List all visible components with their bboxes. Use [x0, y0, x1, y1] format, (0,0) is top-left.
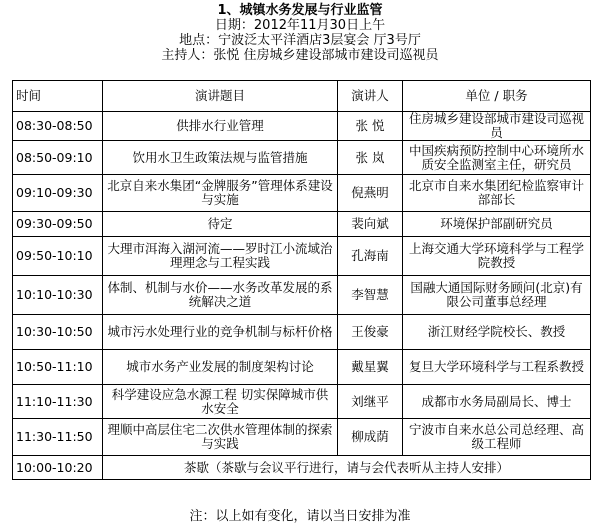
- cell-speaker: 裴向斌: [338, 212, 403, 237]
- cell-topic: 大理市洱海入湖河流——罗时江小流域治理理念与工程实践: [103, 237, 338, 276]
- table-row: [13, 350, 591, 385]
- footer-note: 注：以上如有变化，请以当日安排为准: [189, 509, 411, 524]
- break-note: 茶歇（茶歇与会议平行进行，请与会代表听从主持人安排）: [103, 456, 591, 480]
- cell-org: 国融大通国际财务顾问(北京)有限公司董事总经理: [403, 276, 591, 315]
- table-row: [13, 175, 591, 212]
- cell-speaker: 张 悦: [338, 112, 403, 141]
- table-row: [13, 141, 591, 175]
- cell-topic: 城市水务产业发展的制度架构讨论: [103, 350, 338, 385]
- table-row: [13, 276, 591, 315]
- break-row: [13, 456, 591, 480]
- session-host: 主持人：张悦 住房城乡建设部城市建设司巡视员: [161, 48, 439, 63]
- break-time: 10:00-10:20: [13, 456, 103, 480]
- cell-speaker: 戴星翼: [338, 350, 403, 385]
- table-row: [13, 385, 591, 419]
- cell-speaker: 孔海南: [338, 237, 403, 276]
- cell-speaker: 王俊豪: [338, 315, 403, 350]
- cell-org: 住房城乡建设部城市建设司巡视员: [403, 112, 591, 141]
- cell-org: 上海交通大学环境科学与工程学院教授: [403, 237, 591, 276]
- table-row: [13, 212, 591, 237]
- cell-org: 复旦大学环境科学与工程系教授: [403, 350, 591, 385]
- cell-org: 宁波市自来水总公司总经理、高级工程师: [403, 419, 591, 456]
- cell-org: 环境保护部副研究员: [403, 212, 591, 237]
- cell-speaker: 李智慧: [338, 276, 403, 315]
- cell-time: 08:50-09:10: [13, 141, 103, 175]
- cell-time: 10:30-10:50: [13, 315, 103, 350]
- cell-org: 浙江财经学院校长、教授: [403, 315, 591, 350]
- session-venue: 地点：宁波泛太平洋酒店3层宴会 厅3号厅: [179, 33, 421, 48]
- column-header-org: 单位 / 职务: [403, 81, 591, 112]
- cell-topic: 城市污水处理行业的竞争机制与标杆价格: [103, 315, 338, 350]
- schedule-table: [12, 80, 591, 480]
- table-row: [13, 419, 591, 456]
- cell-time: 10:50-11:10: [13, 350, 103, 385]
- cell-time: 09:10-09:30: [13, 175, 103, 212]
- cell-org: 北京市自来水集团纪检监察审计部部长: [403, 175, 591, 212]
- column-header-speaker: 演讲人: [338, 81, 403, 112]
- cell-time: 09:50-10:10: [13, 237, 103, 276]
- cell-time: 11:30-11:50: [13, 419, 103, 456]
- cell-org: 成都市水务局副局长、博士: [403, 385, 591, 419]
- cell-speaker: 张 岚: [338, 141, 403, 175]
- cell-org: 中国疾病预防控制中心环境所水质安全监测室主任，研究员: [403, 141, 591, 175]
- schedule-body: [13, 112, 591, 480]
- cell-topic: 北京自来水集团“金牌服务”管理体系建设与实施: [103, 175, 338, 212]
- cell-topic: 科学建设应急水源工程 切实保障城市供水安全: [103, 385, 338, 419]
- cell-topic: 饮用水卫生政策法规与监管措施: [103, 141, 338, 175]
- table-row: [13, 315, 591, 350]
- cell-speaker: 刘继平: [338, 385, 403, 419]
- cell-topic: 供排水行业管理: [103, 112, 338, 141]
- cell-speaker: 倪燕明: [338, 175, 403, 212]
- column-header-time: 时间: [13, 81, 103, 112]
- table-header-row: [13, 81, 591, 112]
- cell-time: 09:30-09:50: [13, 212, 103, 237]
- column-header-topic: 演讲题目: [103, 81, 338, 112]
- schedule-header: [0, 0, 600, 63]
- table-row: [13, 237, 591, 276]
- cell-time: 08:30-08:50: [13, 112, 103, 141]
- table-row: [13, 112, 591, 141]
- session-date: 日期：2012年11月30日上午: [214, 18, 386, 33]
- cell-speaker: 柳成荫: [338, 419, 403, 456]
- cell-topic: 理顺中高层住宅二次供水管理体制的探索与实践: [103, 419, 338, 456]
- cell-time: 10:10-10:30: [13, 276, 103, 315]
- session-title: 1、城镇水务发展与行业监管: [217, 3, 383, 18]
- cell-time: 11:10-11:30: [13, 385, 103, 419]
- cell-topic: 待定: [103, 212, 338, 237]
- cell-topic: 体制、机制与水价——水务改革发展的系统解决之道: [103, 276, 338, 315]
